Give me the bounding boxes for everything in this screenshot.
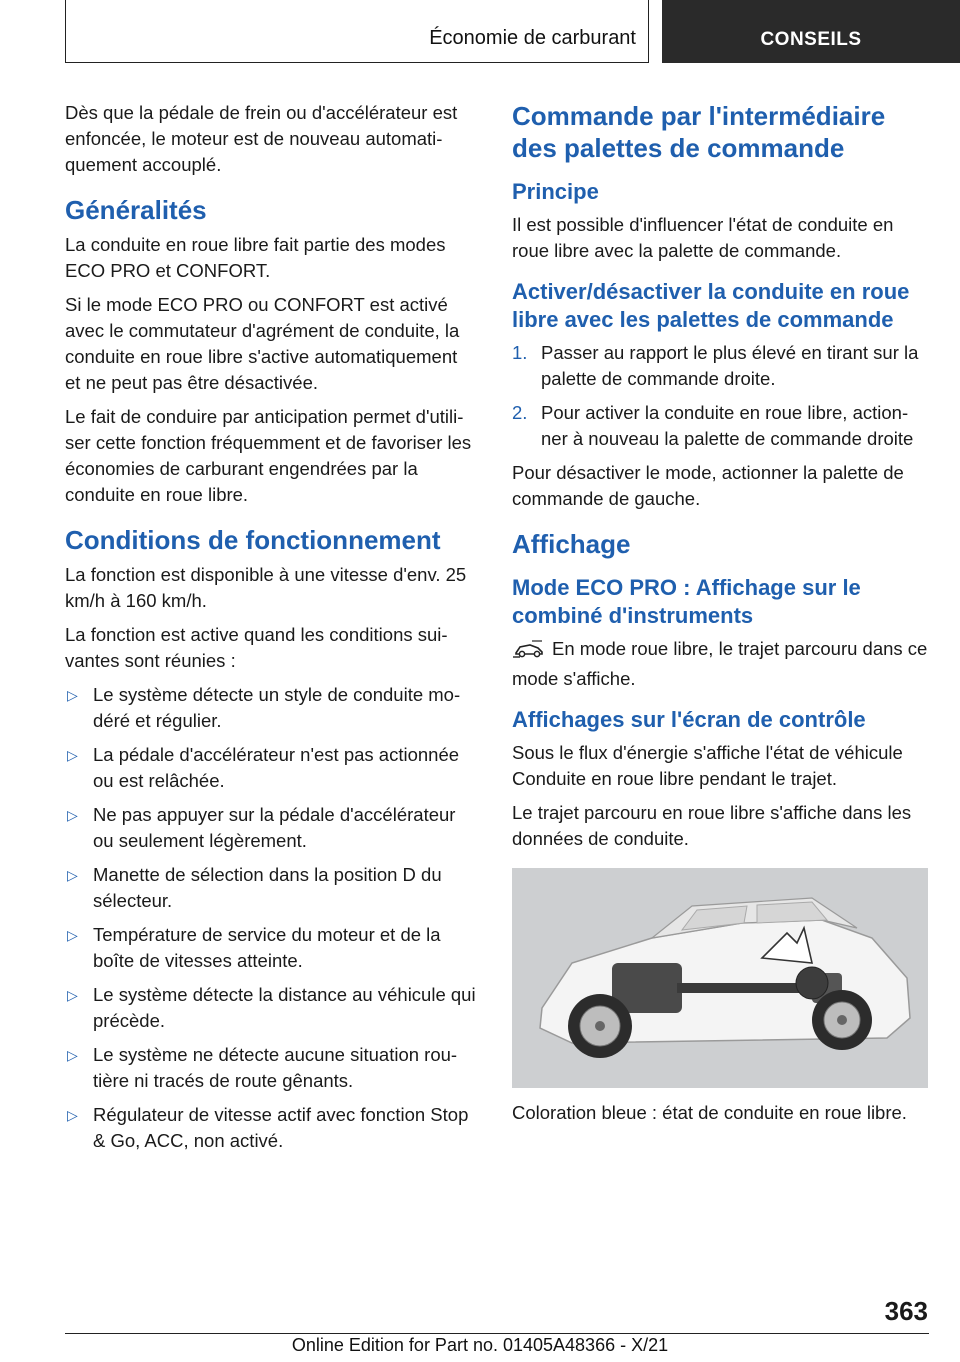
heading-conditions: Conditions de fonctionnement xyxy=(65,525,441,555)
heading-eco-pro: Mode ECO PRO : Affichage sur le combiné d'instruments xyxy=(512,575,861,628)
right-column xyxy=(512,100,928,1134)
heading-ecran: Affichages sur l'écran de contrôle xyxy=(512,707,866,732)
list-item: ▷ Ne pas appuyer sur la pédale d'accélérateur ou seulement légèrement. xyxy=(67,804,456,851)
triangle-bullet-icon: ▷ xyxy=(67,747,78,763)
principe-paragraph: Il est possible d'influencer l'état de conduite en roue libre avec la palette de commande. xyxy=(512,214,894,261)
triangle-bullet-icon: ▷ xyxy=(67,1107,78,1123)
list-item: ▷ Le système détecte un style de conduite modéré et régulier. xyxy=(67,684,461,731)
list-item: 1. Passer au rapport le plus élevé en tirant sur la palette de commande droite. xyxy=(512,342,919,389)
eco-paragraph: En mode roue libre, le trajet parcouru dans ce mode s'affiche. xyxy=(512,638,928,689)
left-column xyxy=(65,100,477,1162)
heading-principe: Principe xyxy=(512,179,599,204)
heading-generalites: Généralités xyxy=(65,195,207,225)
triangle-bullet-icon: ▷ xyxy=(67,987,78,1003)
conditions-paragraph-1: La fonction est disponible à une vitesse d'env. 25 km/h à 160 km/h. xyxy=(65,564,467,611)
chapter-tab: CONSEILS xyxy=(662,0,960,63)
generalites-paragraph-2: Si le mode ECO PRO ou CONFORT est activé avec le commutateur d'agrément de conduite, la conduite en roue libre s'active automatiquement et ne peut pas être désactivée. xyxy=(65,294,460,393)
section-title: Économie de carburant xyxy=(65,0,649,63)
ecran-paragraph-2: Le trajet parcouru en roue libre s'affiche dans les données de conduite. xyxy=(512,802,912,849)
page-header xyxy=(65,0,960,65)
heading-commande: Commande par l'intermédiaire des palettes de commande xyxy=(512,101,886,163)
list-item: 2. Pour activer la conduite en roue libre, actionner à nouveau la palette de commande droite xyxy=(512,402,914,449)
heading-activer: Activer/désactiver la conduite en roue libre avec les palettes de commande xyxy=(512,279,910,332)
page-number: 363 xyxy=(884,1296,928,1326)
step-number: 1. xyxy=(512,342,528,363)
list-item: ▷ Le système ne détecte aucune situation routière ni tracés de route gênants. xyxy=(67,1044,458,1091)
step-number: 2. xyxy=(512,402,528,423)
steps-list xyxy=(512,340,928,452)
vehicle-drivetrain-illustration xyxy=(512,868,928,1088)
ecran-paragraph-1: Sous le flux d'énergie s'affiche l'état de véhicule Conduite en roue libre pendant le trajet. xyxy=(512,742,903,789)
generalites-paragraph-3: Le fait de conduire par anticipation permet d'utiliser cette fonction fréquemment et de favoriser les économies de carburant engendrées par la conduite en roue libre. xyxy=(65,406,472,505)
heading-affichage: Affichage xyxy=(512,529,631,559)
triangle-bullet-icon: ▷ xyxy=(67,927,78,943)
triangle-bullet-icon: ▷ xyxy=(67,687,78,703)
desactiver-paragraph: Pour désactiver le mode, actionner la palette de commande de gauche. xyxy=(512,462,904,509)
list-item: ▷ Température de service du moteur et de la boîte de vitesses atteinte. xyxy=(67,924,441,971)
triangle-bullet-icon: ▷ xyxy=(67,807,78,823)
triangle-bullet-icon: ▷ xyxy=(67,1047,78,1063)
list-item: ▷ Manette de sélection dans la position D du sélecteur. xyxy=(67,864,442,911)
conditions-paragraph-2: La fonction est active quand les conditions suivantes sont réunies : xyxy=(65,624,448,671)
coasting-car-icon xyxy=(512,639,546,666)
footer-divider xyxy=(65,1333,929,1334)
triangle-bullet-icon: ▷ xyxy=(67,867,78,883)
intro-paragraph: Dès que la pédale de frein ou d'accélérateur est enfoncée, le moteur est de nouveau automatiquement accouplé. xyxy=(65,102,458,175)
generalites-paragraph-1: La conduite en roue libre fait partie des modes ECO PRO et CONFORT. xyxy=(65,234,446,281)
footer-edition: Online Edition for Part no. 01405A48366 - X/21 xyxy=(291,1335,669,1355)
list-item: ▷ La pédale d'accélérateur n'est pas actionnée ou est relâchée. xyxy=(67,744,460,791)
figure-caption: Coloration bleue : état de conduite en roue libre. xyxy=(512,1102,907,1123)
list-item: ▷ Le système détecte la distance au véhicule qui précède. xyxy=(67,984,476,1031)
conditions-list xyxy=(65,682,477,1154)
list-item: ▷ Régulateur de vitesse actif avec fonction Stop & Go, ACC, non activé. xyxy=(67,1104,469,1151)
